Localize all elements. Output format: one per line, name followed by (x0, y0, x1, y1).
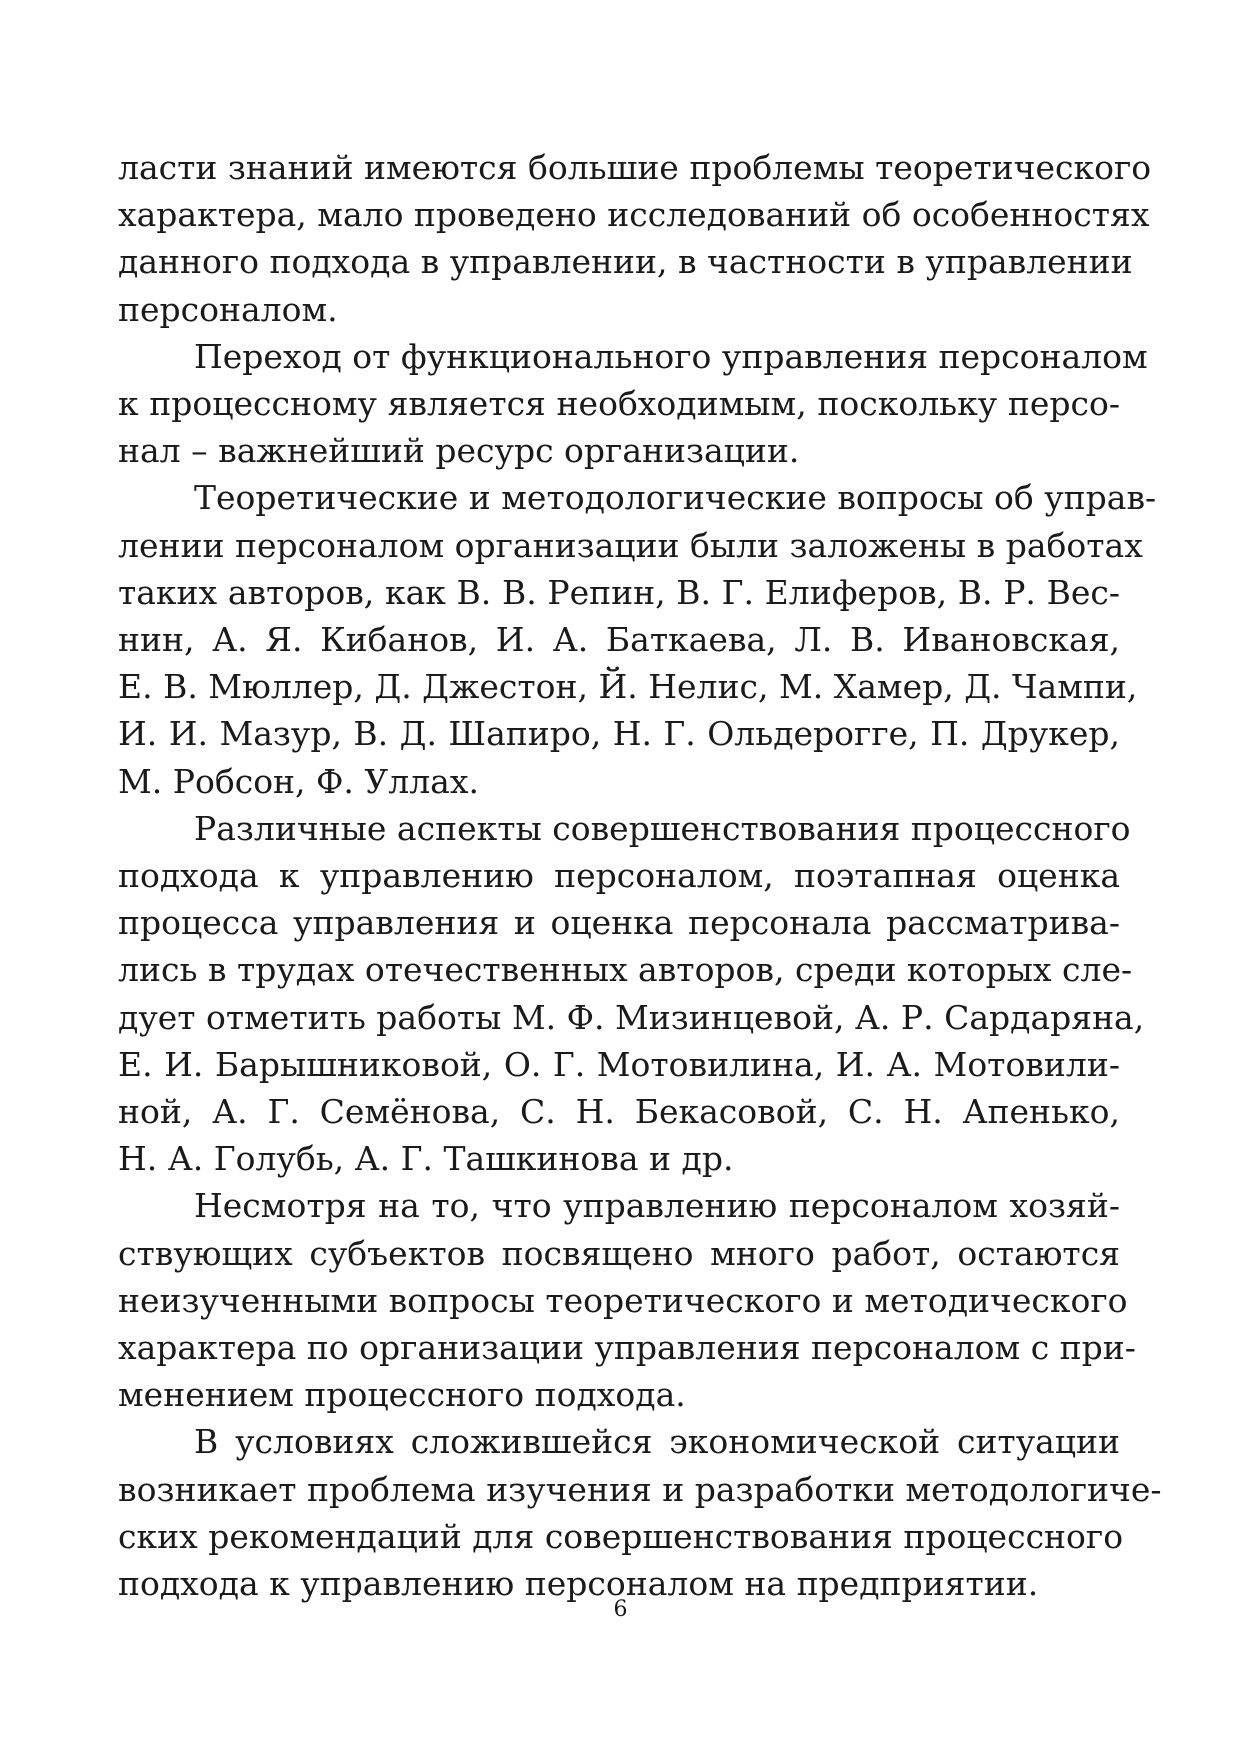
text-line: нин, А. Я. Кибанов, И. А. Баткаева, Л. В. Ивановская, (118, 620, 1120, 660)
paragraph-5 (118, 1182, 1136, 1418)
text-line: ских рекомендаций для совершенствования процессного (118, 1516, 1124, 1556)
paragraph-2 (118, 333, 1148, 475)
text-line: Переход от функционального управления персоналом (194, 336, 1148, 376)
text-line: ласти знаний имеются большие проблемы теоретического (118, 148, 1152, 187)
text-line: данного подхода в управлении, в частности в управлении (118, 242, 1133, 282)
text-line: характера, мало проведено исследований об особенностях (118, 195, 1150, 235)
paragraph-1 (118, 144, 1152, 333)
text-line: персоналом. (118, 289, 338, 329)
text-line: лении персоналом организации были заложены в работах (118, 525, 1143, 565)
text-line: нал – важнейший ресурс организации. (118, 431, 800, 471)
text-line: к процессному является необходимым, поскольку персо- (118, 384, 1120, 424)
text-line: Н. А. Голубь, А. Г. Ташкинова и др. (118, 1139, 734, 1179)
text-line: Е. В. Мюллер, Д. Джестон, Й. Нелис, М. Хамер, Д. Чампи, (118, 667, 1138, 707)
text-line: Несмотря на то, что управлению персоналом хозяй- (194, 1186, 1120, 1226)
text-line: Различные аспекты совершенствования процессного (194, 808, 1131, 848)
text-line: В условиях сложившейся экономической ситуации (194, 1422, 1120, 1462)
text-line: процесса управления и оценка персонала рассматрива- (118, 903, 1120, 943)
text-line: ной, А. Г. Семёнова, С. Н. Бекасовой, С. Н. Апенько, (118, 1092, 1120, 1132)
text-line: М. Робсон, Ф. Уллах. (118, 761, 479, 801)
text-line: лись в трудах отечественных авторов, среди которых сле- (118, 950, 1133, 990)
text-line: таких авторов, как В. В. Репин, В. Г. Елиферов, В. Р. Вес- (118, 572, 1120, 612)
paragraph-4 (118, 805, 1145, 1183)
paragraph-3 (118, 474, 1157, 804)
page-number: 6 (613, 1597, 628, 1622)
text-line: подхода к управлению персоналом, поэтапная оценка (118, 856, 1120, 896)
text-line: возникает проблема изучения и разработки методологиче- (118, 1469, 1162, 1509)
text-line: подхода к управлению персоналом на предприятии. (118, 1564, 1039, 1604)
paragraph-6 (118, 1418, 1162, 1607)
text-line: характера по организации управления персоналом с при- (118, 1328, 1136, 1368)
body-text (118, 144, 1162, 1607)
text-line: Теоретические и методологические вопросы об управ- (194, 478, 1157, 518)
text-line: неизученными вопросы теоретического и методического (118, 1280, 1128, 1320)
text-line: ствующих субъектов посвящено много работ, остаются (118, 1233, 1120, 1273)
text-line: дует отметить работы М. Ф. Мизинцевой, А. Р. Сардаряна, (118, 997, 1145, 1037)
text-line: И. И. Мазур, В. Д. Шапиро, Н. Г. Ольдерогге, П. Друкер, (118, 714, 1120, 754)
text-line: Е. И. Барышниковой, О. Г. Мотовилина, И. А. Мотовили- (118, 1044, 1120, 1084)
text-line: менением процессного подхода. (118, 1375, 686, 1415)
